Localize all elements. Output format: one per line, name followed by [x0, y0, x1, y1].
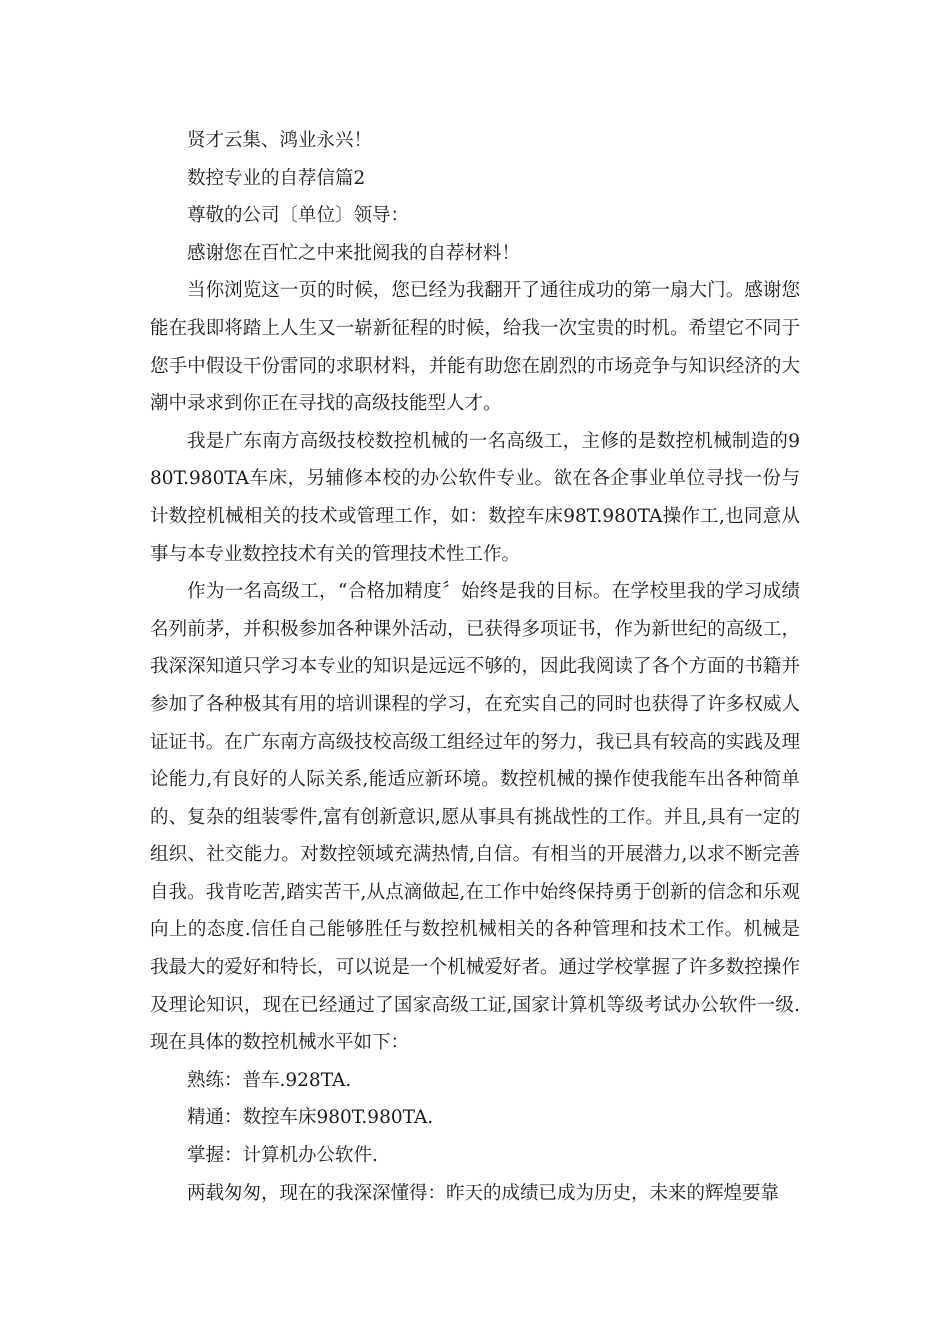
skill-mastered: 掌握：计算机办公软件.: [187, 1145, 378, 1167]
closing-paragraph: 两载匆匆，现在的我深深懂得：昨天的成绩已成为历史，未来的辉煌要靠: [187, 1182, 780, 1204]
closing-slogan: 贤才云集、鸿业永兴！: [187, 130, 373, 151]
letter-body: [150, 122, 800, 1212]
salutation: 尊敬的公司〔单位〕领导：: [187, 205, 410, 227]
skill-expert: 精通：数控车床980T.980TA.: [187, 1107, 434, 1129]
intro-paragraph: 当你浏览这一页的时候，您已经为我翻开了通往成功的第一扇大门。感谢您能在我即将踏上人生又一崭新征程的时候，给我一次宝贵的时机。希望它不同于您手中假设干份雷同的求职材料，并能有助您在剧烈的市场竞争与知识经济的大潮中录求到你正在寻找的高级技能型人才。: [150, 280, 800, 415]
letter-title: 数控专业的自荐信篇2: [187, 167, 366, 189]
thanks-line: 感谢您在百忙之中来批阅我的自荐材料！: [187, 242, 521, 264]
qualifications-paragraph: 作为一名高级工，“合格加精度〞始终是我的目标。在学校里我的学习成绩名列前茅，并积极参加各种课外活动，已获得多项证书，作为新世纪的高级工，我深深知道只学习本专业的知识是远远不够的，因此我阅读了各个方面的书籍并参加了各种极其有用的培训课程的学习，在充实自己的同时也获得了许多权威人证证书。在广东南方高级技校高级工组经过年的努力，我已具有较高的实践及理论能力,有良好的人际关系,能适应新环境。数控机械的操作使我能车出各种简单的、复杂的组装零件,富有创新意识,愿从事具有挑战性的工作。并且,具有一定的组织、社交能力。对数控领域充满热情,自信。有相当的开展潜力,以求不断完善自我。我肯吃苦,踏实苦干,从点滴做起,在工作中始终保持勇于创新的信念和乐观向上的态度.信任自己能够胜任与数控机械相关的各种管理和技术工作。机械是我最大的爱好和特长，可以说是一个机械爱好者。通过学校掌握了许多数控操作及理论知识，现在已经通过了国家高级工证,国家计算机等级考试办公软件一级.现在具体的数控机械水平如下：: [150, 581, 800, 1054]
background-paragraph: 我是广东南方高级技校数控机械的一名高级工，主修的是数控机械制造的980T.980TA车床，另辅修本校的办公软件专业。欲在各企事业单位寻找一份与计数控机械相关的技术或管理工作，如：数控车床98T.980TA操作工,也同意从事与本专业数控技术有关的管理技术性工作。: [150, 430, 800, 565]
skill-proficient: 熟练：普车.928TA.: [187, 1069, 352, 1091]
